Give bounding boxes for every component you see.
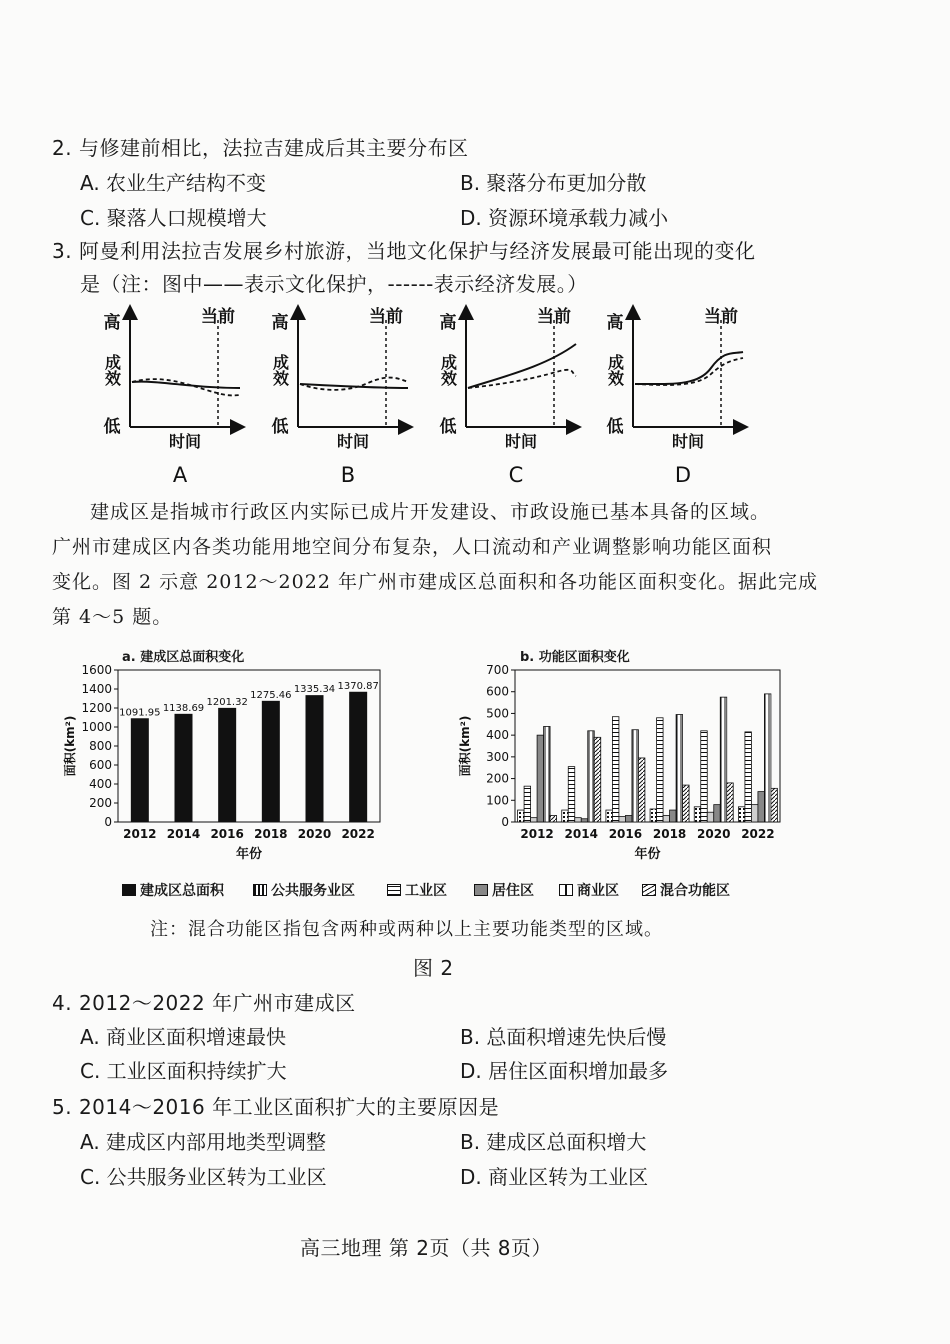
y-high-label: 高 [103, 313, 121, 333]
x-tick-label: 2020 [297, 827, 332, 841]
plot-frame [515, 670, 780, 822]
diagonal-stripe-swatch-icon [642, 884, 656, 896]
x-tick-label: 2016 [210, 827, 244, 841]
x-tick-label: 2014 [166, 827, 201, 841]
graph-c [439, 306, 579, 487]
q4-option-b[interactable]: B. 总面积增速先快后慢 [460, 1025, 667, 1049]
now-label: 当前 [201, 307, 235, 327]
bar-2020-2 [707, 812, 714, 822]
passage-line-2: 广州市建成区内各类功能用地空间分布复杂，人口流动和产业调整影响功能区面积 [52, 536, 773, 558]
y-mid-label: 成效 [605, 354, 625, 386]
y-low-label: 低 [439, 417, 457, 437]
q5-option-a[interactable]: A. 建成区内部用地类型调整 [80, 1130, 327, 1154]
legend-public-service [253, 880, 355, 900]
x-tick-label: 2016 [608, 827, 643, 841]
bar-2022-4 [764, 694, 771, 822]
bar-value-label: 1201.32 [206, 696, 248, 708]
y-tick-label: 1200 [81, 701, 112, 715]
solid-black-swatch-icon [122, 884, 136, 896]
y-tick-label: 0 [501, 815, 509, 829]
y-tick-label: 1000 [81, 720, 112, 734]
bar-value-label: 1091.95 [119, 707, 161, 719]
graph-letter: A [172, 463, 188, 487]
bar-2014-5 [594, 737, 601, 822]
x-tick-label: 2012 [520, 827, 554, 841]
y-tick-label: 200 [486, 771, 509, 786]
vertical-line-swatch-icon [559, 884, 573, 896]
q2-option-c[interactable]: C. 聚落人口规模增大 [80, 206, 267, 230]
legend-label-commercial: 商业区 [577, 883, 619, 899]
legend-mixed [642, 880, 730, 900]
bar-2018 [262, 701, 280, 822]
figure-label: 图 2 [413, 956, 454, 980]
legend-label-mixed: 混合功能区 [660, 883, 730, 899]
grid-pattern-swatch-icon [253, 884, 267, 896]
passage-line-3: 变化。图 2 示意 2012～2022 年广州市建成区总面积和各功能区面积变化。据此完成 [52, 571, 818, 593]
passage-line-1: 建成区是指城市行政区内实际已成片开发建设、市政设施已基本具备的区域。 [90, 501, 771, 523]
q4-option-c[interactable]: C. 工业区面积持续扩大 [80, 1059, 287, 1083]
bar-2022-5 [771, 788, 778, 822]
bar-2016-4 [632, 730, 639, 822]
legend-residential [474, 880, 534, 900]
y-tick-label: 100 [486, 793, 509, 808]
y-high-label: 高 [439, 313, 457, 333]
bar-2012 [131, 718, 149, 822]
y-tick-label: 800 [89, 739, 112, 753]
culture-curve [635, 352, 743, 384]
bar-2020-4 [720, 697, 727, 822]
legend-commercial [559, 880, 619, 900]
y-tick-label: 1400 [81, 682, 112, 696]
y-tick-label: 600 [486, 684, 509, 699]
bar-2022-2 [751, 805, 758, 822]
q2-option-b[interactable]: B. 聚落分布更加分散 [460, 171, 647, 195]
bar-2022-0 [738, 807, 745, 822]
y-tick-label: 1600 [81, 663, 112, 677]
passage-line-4: 第 4～5 题。 [52, 606, 173, 628]
legend-industrial [387, 880, 447, 900]
bar-2022 [349, 692, 367, 822]
legend-total [122, 880, 224, 900]
y-mid-label: 成效 [438, 354, 458, 386]
bar-2014-4 [588, 731, 595, 822]
q3-stem-line1: 3. 阿曼利用法拉吉发展乡村旅游，当地文化保护与经济发展最可能出现的变化 [52, 239, 756, 263]
bar-2022-3 [758, 792, 765, 822]
y-low-label: 低 [103, 417, 121, 437]
x-axis-title: 年份 [634, 847, 661, 862]
bar-2014 [175, 714, 193, 822]
culture-curve [468, 344, 576, 388]
bar-2020 [306, 695, 324, 822]
y-tick-label: 400 [89, 777, 112, 791]
bar-2018-3 [670, 810, 677, 822]
x-axis-label: 时间 [168, 432, 202, 451]
chart-a-title: a. 建成区总面积变化 [122, 650, 245, 665]
bar-2014-3 [581, 819, 588, 822]
horizontal-stripe-swatch-icon [387, 884, 401, 896]
bar-2020-3 [714, 805, 721, 822]
legend-label-industrial: 工业区 [405, 883, 447, 899]
y-axis-title: 面积(km²) [63, 715, 77, 777]
y-tick-label: 600 [89, 758, 112, 772]
x-tick-label: 2022 [341, 827, 375, 841]
culture-curve [132, 382, 240, 388]
y-low-label: 低 [606, 417, 624, 437]
bar-2012-2 [531, 818, 538, 822]
q5-stem: 5. 2014～2016 年工业区面积扩大的主要原因是 [52, 1095, 500, 1119]
x-axis-label: 时间 [336, 432, 370, 451]
x-tick-label: 2020 [697, 827, 731, 841]
gray-swatch-icon [474, 884, 488, 896]
q2-option-a[interactable]: A. 农业生产结构不变 [80, 171, 267, 195]
x-tick-label: 2018 [254, 827, 288, 841]
bar-2018-0 [650, 809, 657, 822]
q2-option-d[interactable]: D. 资源环境承载力减小 [460, 206, 669, 230]
y-axis-title: 面积(km²) [458, 715, 472, 777]
bar-2014-2 [575, 818, 582, 822]
bar-2012-0 [518, 810, 525, 822]
bar-2018-5 [683, 785, 690, 822]
y-tick-label: 300 [486, 749, 509, 764]
bar-2018-1 [657, 718, 664, 822]
bar-2012-3 [537, 735, 544, 822]
bar-2016-1 [612, 717, 619, 822]
x-axis-label: 时间 [671, 432, 705, 451]
x-tick-label: 2018 [652, 827, 687, 841]
graph-a [103, 306, 243, 487]
chart-b-function-areas [455, 660, 795, 875]
q3-option-graphs [0, 300, 950, 490]
bar-value-label: 1275.46 [250, 689, 292, 701]
bar-2016 [218, 708, 236, 822]
graph-b [271, 306, 411, 487]
q4-option-a[interactable]: A. 商业区面积增速最快 [80, 1025, 287, 1049]
bar-2012-4 [544, 726, 551, 822]
x-tick-label: 2012 [123, 827, 157, 841]
y-tick-label: 500 [486, 706, 509, 721]
q5-option-d[interactable]: D. 商业区转为工业区 [460, 1165, 649, 1189]
q4-stem: 4. 2012～2022 年广州市建成区 [52, 991, 356, 1015]
bar-2016-2 [619, 817, 626, 822]
bar-2012-5 [550, 815, 557, 822]
now-label: 当前 [369, 307, 403, 327]
bar-2014-1 [568, 767, 575, 822]
y-mid-label: 成效 [102, 354, 122, 386]
bar-value-label: 1138.69 [162, 702, 205, 714]
q3-stem-line2: 是（注：图中——表示文化保护，------表示经济发展。） [80, 272, 588, 296]
legend-label-public-service: 公共服务业区 [271, 883, 355, 899]
now-label: 当前 [704, 307, 738, 327]
now-label: 当前 [537, 307, 571, 327]
bar-value-label: 1370.87 [337, 680, 379, 692]
x-axis-title: 年份 [235, 847, 263, 862]
bar-2022-1 [745, 732, 752, 822]
bar-value-label: 1335.34 [293, 684, 336, 696]
bar-2020-5 [727, 783, 734, 822]
bar-2016-5 [638, 758, 645, 822]
q2-stem: 2. 与修建前相比，法拉吉建成后其主要分布区 [52, 136, 469, 160]
economy-curve [468, 370, 576, 388]
bar-2018-4 [676, 715, 683, 822]
bar-2016-3 [625, 815, 632, 822]
figure-note: 注：混合功能区指包含两种或两种以上主要功能类型的区域。 [150, 919, 663, 940]
bar-2018-2 [663, 815, 670, 822]
y-tick-label: 400 [486, 728, 509, 743]
x-tick-label: 2022 [741, 827, 775, 841]
bar-2014-0 [562, 810, 569, 822]
y-tick-label: 0 [104, 815, 112, 829]
x-axis-label: 时间 [504, 432, 538, 451]
graph-letter: D [674, 463, 692, 487]
x-tick-label: 2014 [564, 827, 598, 841]
q4-option-d[interactable]: D. 居住区面积增加最多 [460, 1059, 669, 1083]
chart-b-title: b. 功能区面积变化 [520, 650, 630, 665]
bar-2020-0 [694, 807, 701, 822]
y-high-label: 高 [606, 313, 624, 333]
legend-label-residential: 居住区 [492, 883, 534, 899]
q5-option-c[interactable]: C. 公共服务业区转为工业区 [80, 1165, 327, 1189]
chart-a-total-area [60, 660, 400, 875]
q5-option-b[interactable]: B. 建成区总面积增大 [460, 1130, 647, 1154]
plot-frame [118, 670, 380, 822]
legend-label-total: 建成区总面积 [140, 883, 224, 899]
y-high-label: 高 [271, 313, 289, 333]
y-low-label: 低 [271, 417, 289, 437]
page-footer: 高三地理 第 2页（共 8页） [300, 1236, 553, 1260]
bar-2016-0 [606, 810, 613, 822]
graph-letter: C [508, 463, 524, 487]
graph-d [606, 306, 746, 487]
bar-2020-1 [701, 731, 708, 822]
graph-letter: B [340, 463, 356, 487]
y-tick-label: 200 [89, 796, 112, 810]
y-mid-label: 成效 [270, 354, 290, 386]
y-tick-label: 700 [486, 663, 509, 677]
bar-2012-1 [524, 786, 531, 822]
